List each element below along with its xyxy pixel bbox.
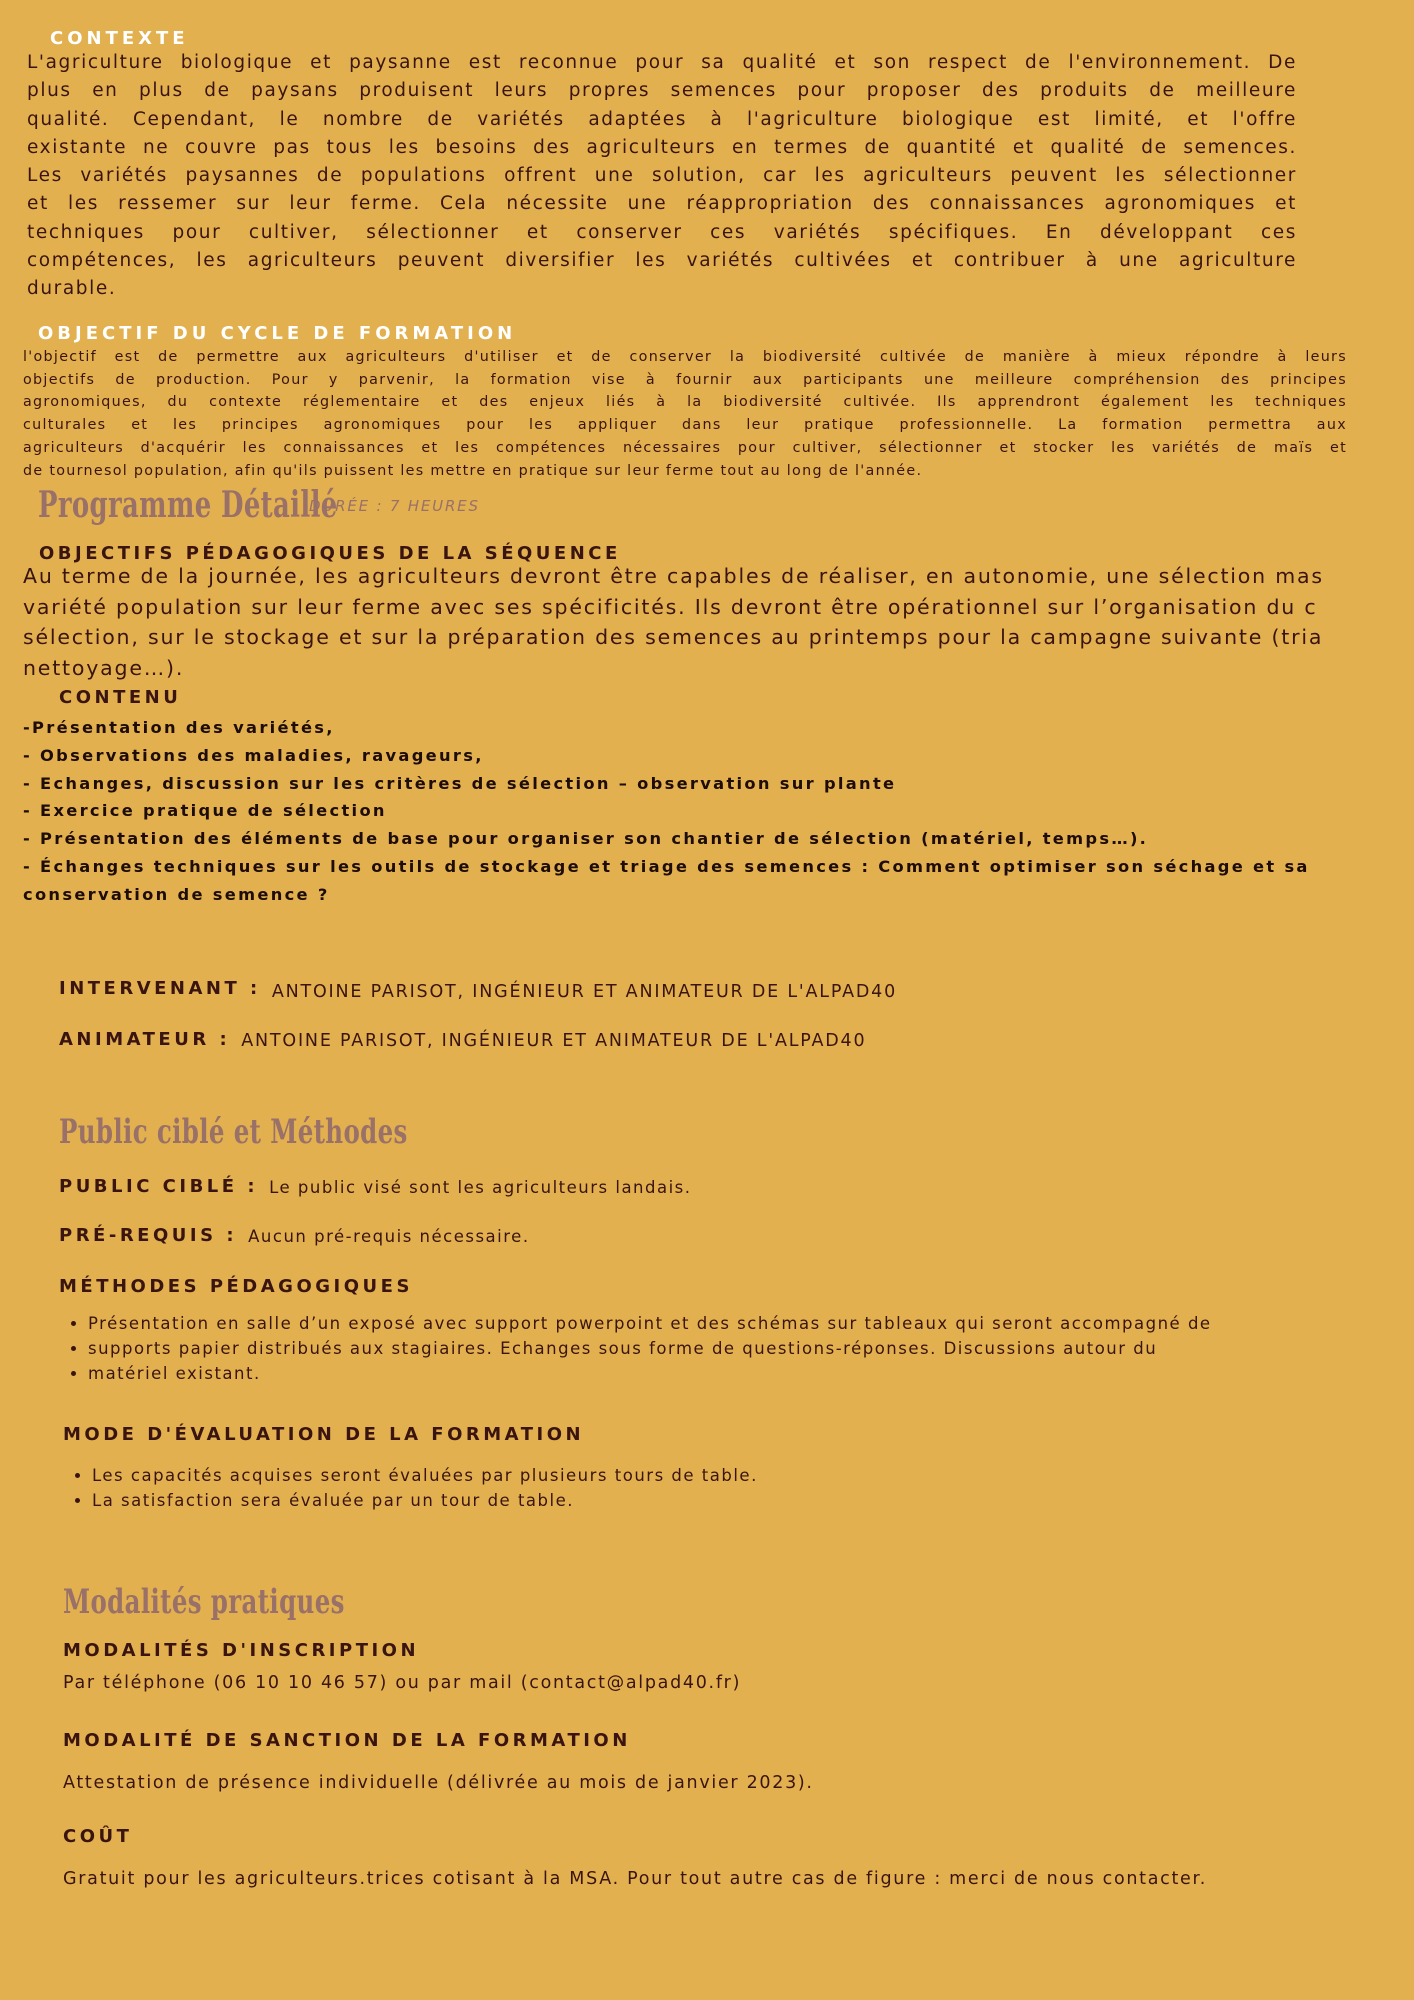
animateur-label: ANIMATEUR : <box>59 1029 231 1050</box>
methodes-item: • matériel existant. <box>88 1361 1388 1386</box>
animateur-value: ANTOINE PARISOT, INGÉNIEUR ET ANIMATEUR DE L'ALPAD40 <box>241 1031 867 1051</box>
evaluation-list <box>66 1463 1392 1513</box>
contexte-line: qualité. Cependant, le nombre de variétés adaptées à l'agriculture biologique est limité, et l'offre <box>27 108 1297 130</box>
contenu-item: - Échanges techniques sur les outils de stockage et triage des semences : Comment optimiser son séchage et sa <box>23 856 1310 876</box>
objectif-line: agronomiques, du contexte réglementaire et des enjeux liés à la biodiversité cultivée. Ils apprendront également les techniques <box>23 394 1347 411</box>
intervenant-label: INTERVENANT : <box>59 978 261 999</box>
objectifs-line: nettoyage…). <box>23 655 185 680</box>
objectifs-line: variété population sur leur ferme avec ses spécificités. Ils devront être opérationnel sur l’organisation du c <box>23 594 1318 619</box>
animateur-row <box>59 1029 866 1050</box>
contexte-line: Les variétés paysannes de populations offrent une solution, car les agriculteurs peuvent les sélectionner <box>27 165 1297 187</box>
contenu-item: - Echanges, discussion sur les critères de sélection – observation sur plante <box>23 773 897 793</box>
contenu-item: - Observations des maladies, ravageurs, <box>23 745 484 765</box>
programme-duration: DURÉE : 7 HEURES <box>309 497 480 515</box>
contexte-line: durable. <box>27 278 117 300</box>
public-cible-label: PUBLIC CIBLÉ : <box>59 1176 259 1197</box>
public-cible-row <box>59 1176 692 1197</box>
contexte-line: techniques pour cultiver, sélectionner et conserver ces variétés spécifiques. En développant ces <box>27 221 1297 243</box>
intervenant-value: ANTOINE PARISOT, INGÉNIEUR ET ANIMATEUR DE L'ALPAD40 <box>271 982 898 1002</box>
contexte-line: L'agriculture biologique et paysanne est reconnue pour sa qualité et son respect de l'environnement. De <box>27 52 1297 73</box>
evaluation-item: • La satisfaction sera évaluée par un tour de table. <box>92 1488 1392 1513</box>
contexte-heading: CONTEXTE <box>50 28 189 49</box>
objectif-line: l'objectif est de permettre aux agriculteurs d'utiliser et de conserver la biodiversité cultivée de manière à mieux répondre à leurs <box>23 349 1347 365</box>
contexte-line: existante ne couvre pas tous les besoins des agriculteurs en termes de quantité et qualité de semences. <box>27 136 1297 158</box>
cout-text: Gratuit pour les agriculteurs.trices cotisant à la MSA. Pour tout autre cas de figure : merci de nous contacter. <box>63 1869 1208 1889</box>
cout-heading: COÛT <box>63 1826 133 1847</box>
programme-title: Programme Détaillé <box>38 484 338 526</box>
public-cible-value: Le public visé sont les agriculteurs landais. <box>269 1178 692 1197</box>
prerequis-row <box>59 1225 530 1246</box>
methodes-heading: MÉTHODES PÉDAGOGIQUES <box>59 1276 413 1297</box>
contenu-list <box>23 714 1393 909</box>
prerequis-value: Aucun pré-requis nécessaire. <box>248 1227 530 1246</box>
objectifs-line: sélection, sur le stockage et sur la préparation des semences au printemps pour la campagne suivante (tria <box>23 625 1324 649</box>
objectifs-pedagogiques-heading: OBJECTIFS PÉDAGOGIQUES DE LA SÉQUENCE <box>39 543 621 564</box>
methodes-list <box>62 1311 1388 1386</box>
contenu-item: - Exercice pratique de sélection <box>23 801 387 821</box>
objectifs-pedagogiques-paragraph <box>23 561 1414 683</box>
objectif-line: de tournesol population, afin qu'ils puissent les mettre en pratique sur leur ferme tout au long de l'année. <box>23 462 923 479</box>
contenu-item: conservation de semence ? <box>23 884 330 904</box>
sanction-text: Attestation de présence individuelle (délivrée au mois de janvier 2023). <box>63 1773 814 1793</box>
objectif-paragraph <box>23 346 1347 482</box>
methodes-item: • Présentation en salle d’un exposé avec support powerpoint et des schémas sur tableaux qui seront accompagné de <box>88 1311 1388 1336</box>
objectifs-line: Au terme de la journée, les agriculteurs devront être capables de réaliser, en autonomie, une sélection mas <box>23 564 1324 588</box>
contexte-line: et les ressemer sur leur ferme. Cela nécessite une réappropriation des connaissances agronomiques et <box>27 193 1297 215</box>
inscription-heading: MODALITÉS D'INSCRIPTION <box>63 1640 420 1661</box>
inscription-text: Par téléphone (06 10 10 46 57) ou par mail (contact@alpad40.fr) <box>63 1673 742 1693</box>
objectif-line: objectifs de production. Pour y parvenir, la formation vise à fournir aux participants une meilleure compréhension des principes <box>23 371 1347 388</box>
intervenant-row <box>59 978 898 1002</box>
contenu-item: -Présentation des variétés, <box>23 718 335 737</box>
objectif-line: agriculteurs d'acquérir les connaissances et les compétences nécessaires pour cultiver, sélectionner et stocker les variétés de maïs et <box>23 439 1347 456</box>
contexte-line: compétences, les agriculteurs peuvent diversifier les variétés cultivées et contribuer à une agriculture <box>27 250 1297 272</box>
objectif-line: culturales et les principes agronomiques pour les appliquer dans leur pratique professionnelle. La formation permettra aux <box>23 417 1347 434</box>
contenu-item: - Présentation des éléments de base pour organiser son chantier de sélection (matériel, temps…). <box>23 829 1149 849</box>
evaluation-heading: MODE D'ÉVALUATION DE LA FORMATION <box>63 1424 585 1445</box>
prerequis-label: PRÉ-REQUIS : <box>59 1225 238 1246</box>
evaluation-item: • Les capacités acquises seront évaluées par plusieurs tours de table. <box>92 1463 1392 1488</box>
objectif-heading: OBJECTIF DU CYCLE DE FORMATION <box>38 323 517 344</box>
sanction-heading: MODALITÉ DE SANCTION DE LA FORMATION <box>63 1730 631 1751</box>
modalites-section-title: Modalités pratiques <box>63 1582 345 1622</box>
contexte-line: plus en plus de paysans produisent leurs propres semences pour proposer des produits de meilleure <box>27 80 1297 102</box>
public-section-title: Public ciblé et Méthodes <box>59 1112 408 1152</box>
methodes-item: • supports papier distribués aux stagiaires. Echanges sous forme de questions-réponses. Discussions autour du <box>88 1336 1388 1361</box>
contenu-heading: CONTENU <box>59 687 182 708</box>
contexte-paragraph <box>27 49 1297 304</box>
